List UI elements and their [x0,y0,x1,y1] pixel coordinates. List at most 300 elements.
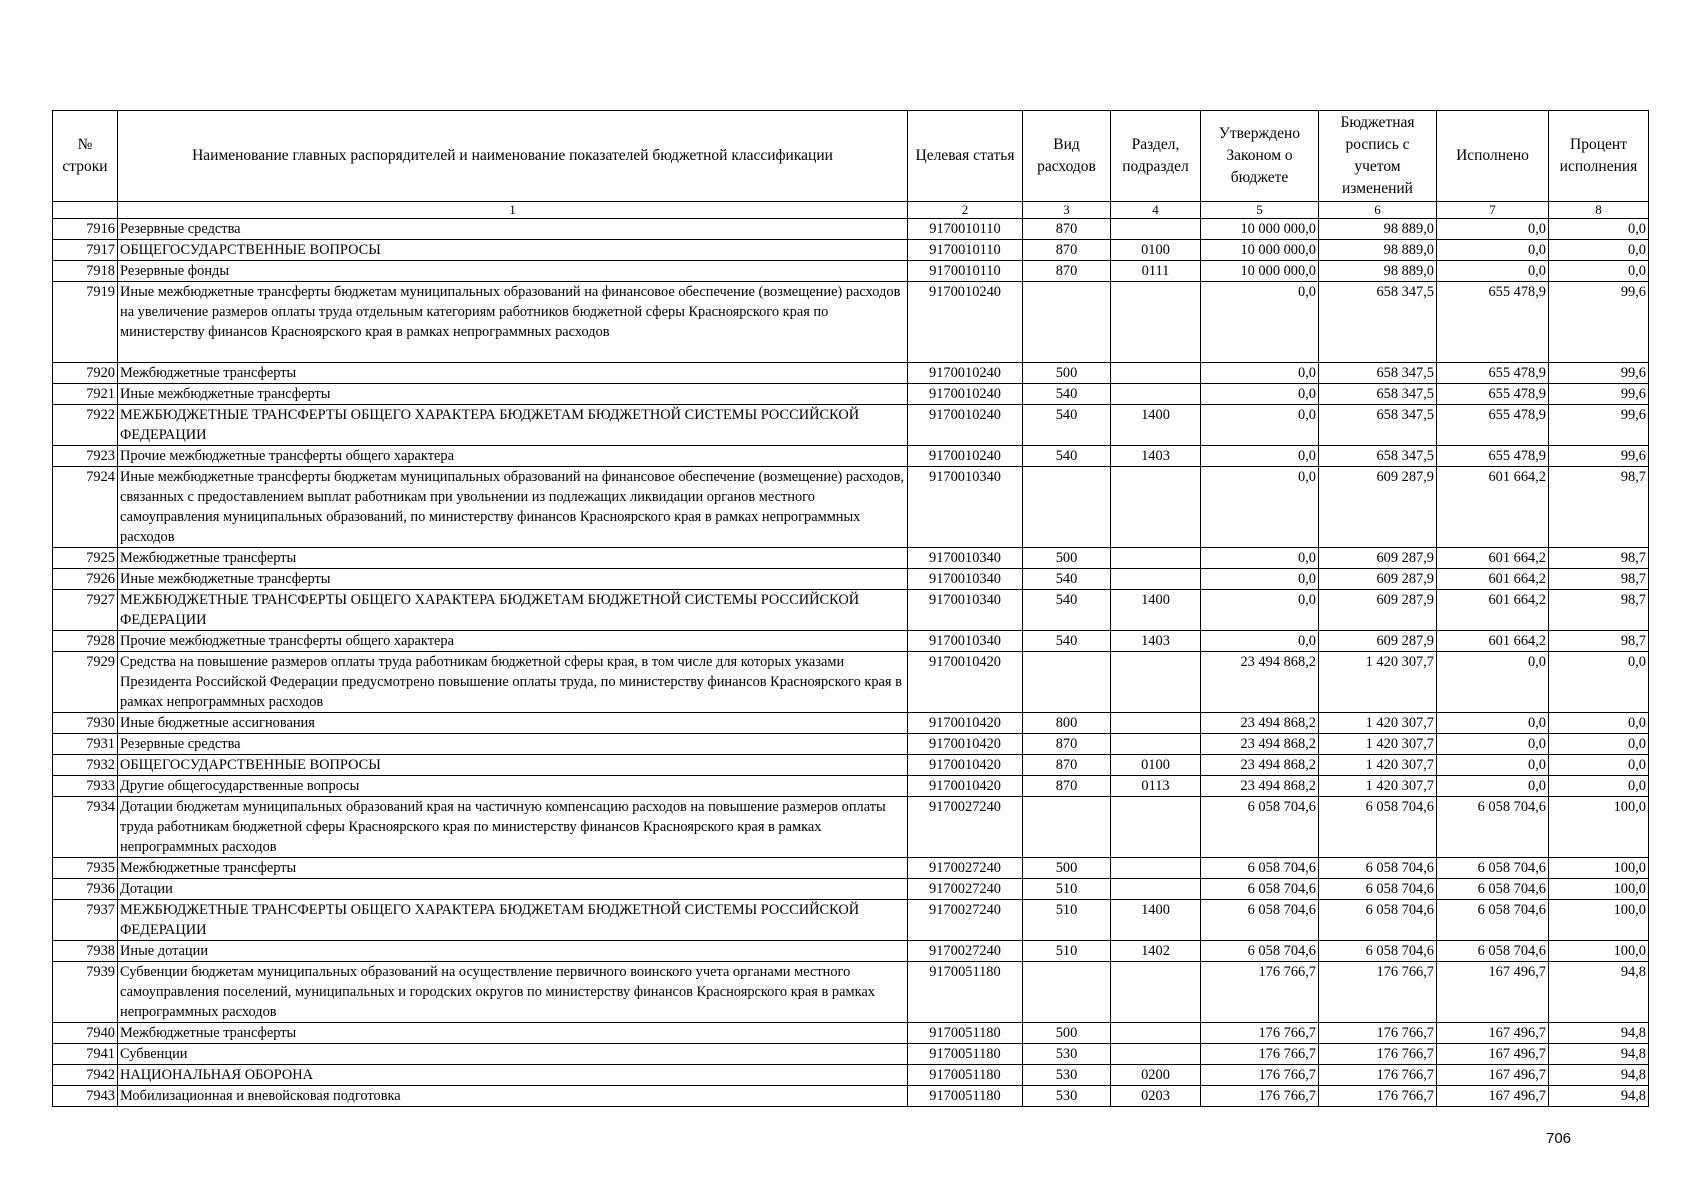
column-number-row [53,202,1649,219]
row-number-cell: 7929 [53,652,118,713]
row-number-cell: 7928 [53,631,118,652]
percent-cell: 98,7 [1549,548,1649,569]
row-number-cell: 7918 [53,261,118,282]
row-name-cell: Мобилизационная и вневойсковая подготовка [118,1086,908,1107]
expense-type-cell: 510 [1023,941,1111,962]
executed-cell: 6 058 704,6 [1437,797,1549,858]
target-article-cell: 9170010340 [908,467,1023,548]
row-name-cell: Межбюджетные трансферты [118,1023,908,1044]
section-cell [1111,219,1201,240]
section-cell: 0203 [1111,1086,1201,1107]
row-name-cell: Средства на повышение размеров оплаты труда работникам бюджетной сферы края, в том числе для которых указами Президента Российской Федерации предусмотрено повышение оплаты труда, по министерству финансов Красноярского края в рамках непрограммных расходов [118,652,908,713]
section-cell: 0113 [1111,776,1201,797]
target-article-cell: 9170051180 [908,1086,1023,1107]
schedule-cell: 6 058 704,6 [1319,858,1437,879]
executed-cell: 6 058 704,6 [1437,941,1549,962]
row-name-cell: Иные межбюджетные трансферты бюджетам муниципальных образований на финансовое обеспечение (возмещение) расходов, связанных с предоставлением выплат работникам при увольнении из подлежащих ликвидации органов местного самоуправления муниципальных образований, по министерству финансов Красноярского края в рамках непрограммных расходов [118,467,908,548]
target-article-cell: 9170010240 [908,282,1023,363]
percent-cell: 99,6 [1549,446,1649,467]
header-expense-type: Вид расходов [1023,111,1111,202]
executed-cell: 0,0 [1437,261,1549,282]
schedule-cell: 98 889,0 [1319,219,1437,240]
column-number: 6 [1319,202,1437,219]
table-row [53,1023,1649,1044]
approved-cell: 0,0 [1201,282,1319,363]
table-row [53,1065,1649,1086]
executed-cell: 601 664,2 [1437,467,1549,548]
table-row [53,363,1649,384]
expense-type-cell: 870 [1023,261,1111,282]
approved-cell: 0,0 [1201,548,1319,569]
schedule-cell: 658 347,5 [1319,363,1437,384]
section-cell [1111,734,1201,755]
expense-type-cell: 800 [1023,713,1111,734]
expense-type-cell: 530 [1023,1065,1111,1086]
executed-cell: 655 478,9 [1437,446,1549,467]
section-cell [1111,1023,1201,1044]
table-body [53,219,1649,1107]
percent-cell: 94,8 [1549,1065,1649,1086]
percent-cell: 0,0 [1549,219,1649,240]
schedule-cell: 176 766,7 [1319,1044,1437,1065]
expense-type-cell [1023,962,1111,1023]
row-name-cell: Иные дотации [118,941,908,962]
section-cell [1111,797,1201,858]
target-article-cell: 9170010110 [908,240,1023,261]
row-number-cell: 7924 [53,467,118,548]
executed-cell: 0,0 [1437,755,1549,776]
percent-cell: 0,0 [1549,713,1649,734]
schedule-cell: 658 347,5 [1319,405,1437,446]
percent-cell: 99,6 [1549,363,1649,384]
approved-cell: 23 494 868,2 [1201,776,1319,797]
expense-type-cell: 540 [1023,590,1111,631]
expense-type-cell: 540 [1023,405,1111,446]
section-cell: 1400 [1111,405,1201,446]
target-article-cell: 9170010110 [908,261,1023,282]
section-cell [1111,962,1201,1023]
row-number-cell: 7936 [53,879,118,900]
row-number-cell: 7922 [53,405,118,446]
schedule-cell: 609 287,9 [1319,467,1437,548]
section-cell: 0100 [1111,240,1201,261]
column-number: 8 [1549,202,1649,219]
schedule-cell: 6 058 704,6 [1319,879,1437,900]
approved-cell: 0,0 [1201,590,1319,631]
row-name-cell: ОБЩЕГОСУДАРСТВЕННЫЕ ВОПРОСЫ [118,755,908,776]
executed-cell: 655 478,9 [1437,282,1549,363]
row-name-cell: Субвенции [118,1044,908,1065]
expense-type-cell: 500 [1023,548,1111,569]
executed-cell: 0,0 [1437,240,1549,261]
percent-cell: 0,0 [1549,652,1649,713]
percent-cell: 100,0 [1549,879,1649,900]
section-cell: 1400 [1111,900,1201,941]
expense-type-cell: 500 [1023,1023,1111,1044]
schedule-cell: 1 420 307,7 [1319,755,1437,776]
approved-cell: 6 058 704,6 [1201,900,1319,941]
executed-cell: 655 478,9 [1437,384,1549,405]
executed-cell: 6 058 704,6 [1437,879,1549,900]
expense-type-cell: 530 [1023,1044,1111,1065]
table-row [53,569,1649,590]
table-row [53,261,1649,282]
approved-cell: 176 766,7 [1201,1044,1319,1065]
row-number-cell: 7917 [53,240,118,261]
schedule-cell: 658 347,5 [1319,282,1437,363]
table-row [53,590,1649,631]
percent-cell: 94,8 [1549,962,1649,1023]
percent-cell: 100,0 [1549,900,1649,941]
executed-cell: 601 664,2 [1437,590,1549,631]
row-number-cell: 7943 [53,1086,118,1107]
expense-type-cell: 540 [1023,631,1111,652]
executed-cell: 6 058 704,6 [1437,900,1549,941]
page-number: 706 [1546,1130,1572,1147]
section-cell: 1403 [1111,446,1201,467]
approved-cell: 6 058 704,6 [1201,858,1319,879]
approved-cell: 6 058 704,6 [1201,941,1319,962]
approved-cell: 10 000 000,0 [1201,240,1319,261]
percent-cell: 98,7 [1549,467,1649,548]
expense-type-cell: 500 [1023,363,1111,384]
section-cell: 1403 [1111,631,1201,652]
target-article-cell: 9170010240 [908,446,1023,467]
percent-cell: 98,7 [1549,631,1649,652]
schedule-cell: 609 287,9 [1319,631,1437,652]
table-row [53,467,1649,548]
section-cell [1111,1044,1201,1065]
column-number: 4 [1111,202,1201,219]
header-name: Наименование главных распорядителей и наименование показателей бюджетной классификации [118,111,908,202]
row-name-cell: Иные бюджетные ассигнования [118,713,908,734]
section-cell: 0200 [1111,1065,1201,1086]
approved-cell: 176 766,7 [1201,962,1319,1023]
target-article-cell: 9170027240 [908,879,1023,900]
executed-cell: 167 496,7 [1437,962,1549,1023]
executed-cell: 601 664,2 [1437,548,1549,569]
column-number: 3 [1023,202,1111,219]
schedule-cell: 176 766,7 [1319,962,1437,1023]
row-name-cell: Иные межбюджетные трансферты [118,569,908,590]
approved-cell: 6 058 704,6 [1201,879,1319,900]
header-approved: Утверждено Законом о бюджете [1201,111,1319,202]
schedule-cell: 1 420 307,7 [1319,734,1437,755]
row-name-cell: Межбюджетные трансферты [118,548,908,569]
row-number-cell: 7938 [53,941,118,962]
percent-cell: 0,0 [1549,776,1649,797]
table-row [53,797,1649,858]
executed-cell: 0,0 [1437,219,1549,240]
target-article-cell: 9170010110 [908,219,1023,240]
row-number-cell: 7932 [53,755,118,776]
column-number: 2 [908,202,1023,219]
approved-cell: 0,0 [1201,446,1319,467]
table-row [53,631,1649,652]
schedule-cell: 176 766,7 [1319,1086,1437,1107]
executed-cell: 0,0 [1437,734,1549,755]
row-name-cell: Дотации [118,879,908,900]
approved-cell: 10 000 000,0 [1201,261,1319,282]
section-cell [1111,713,1201,734]
table-row [53,1086,1649,1107]
target-article-cell: 9170051180 [908,1023,1023,1044]
target-article-cell: 9170051180 [908,962,1023,1023]
percent-cell: 0,0 [1549,755,1649,776]
target-article-cell: 9170010340 [908,569,1023,590]
column-number: 1 [118,202,908,219]
header-row [53,111,1649,202]
expense-type-cell: 530 [1023,1086,1111,1107]
row-number-cell: 7927 [53,590,118,631]
schedule-cell: 1 420 307,7 [1319,652,1437,713]
percent-cell: 99,6 [1549,384,1649,405]
expense-type-cell: 870 [1023,240,1111,261]
row-name-cell: Резервные средства [118,734,908,755]
expense-type-cell: 500 [1023,858,1111,879]
table-row [53,776,1649,797]
section-cell [1111,363,1201,384]
executed-cell: 655 478,9 [1437,363,1549,384]
table-row [53,219,1649,240]
target-article-cell: 9170010420 [908,755,1023,776]
percent-cell: 0,0 [1549,240,1649,261]
row-number-cell: 7923 [53,446,118,467]
expense-type-cell: 540 [1023,569,1111,590]
header-executed: Исполнено [1437,111,1549,202]
schedule-cell: 1 420 307,7 [1319,713,1437,734]
target-article-cell: 9170010420 [908,776,1023,797]
row-number-cell: 7940 [53,1023,118,1044]
table-row [53,384,1649,405]
row-name-cell: Резервные фонды [118,261,908,282]
table-row [53,900,1649,941]
approved-cell: 176 766,7 [1201,1065,1319,1086]
row-number-cell: 7925 [53,548,118,569]
section-cell [1111,282,1201,363]
table-row [53,652,1649,713]
expense-type-cell: 510 [1023,900,1111,941]
row-number-cell: 7930 [53,713,118,734]
row-name-cell: ОБЩЕГОСУДАРСТВЕННЫЕ ВОПРОСЫ [118,240,908,261]
table-row [53,879,1649,900]
approved-cell: 0,0 [1201,363,1319,384]
percent-cell: 94,8 [1549,1086,1649,1107]
approved-cell: 0,0 [1201,467,1319,548]
schedule-cell: 6 058 704,6 [1319,941,1437,962]
row-number-cell: 7935 [53,858,118,879]
executed-cell: 167 496,7 [1437,1086,1549,1107]
section-cell [1111,467,1201,548]
executed-cell: 655 478,9 [1437,405,1549,446]
executed-cell: 0,0 [1437,713,1549,734]
section-cell [1111,548,1201,569]
executed-cell: 601 664,2 [1437,569,1549,590]
approved-cell: 0,0 [1201,405,1319,446]
row-number-cell: 7916 [53,219,118,240]
row-name-cell: МЕЖБЮДЖЕТНЫЕ ТРАНСФЕРТЫ ОБЩЕГО ХАРАКТЕРА БЮДЖЕТАМ БЮДЖЕТНОЙ СИСТЕМЫ РОССИЙСКОЙ ФЕДЕРАЦИИ [118,405,908,446]
row-name-cell: Другие общегосударственные вопросы [118,776,908,797]
row-name-cell: Иные межбюджетные трансферты [118,384,908,405]
row-name-cell: Прочие межбюджетные трансферты общего характера [118,446,908,467]
percent-cell: 94,8 [1549,1044,1649,1065]
schedule-cell: 98 889,0 [1319,240,1437,261]
target-article-cell: 9170027240 [908,858,1023,879]
approved-cell: 10 000 000,0 [1201,219,1319,240]
approved-cell: 0,0 [1201,569,1319,590]
schedule-cell: 609 287,9 [1319,590,1437,631]
table-row [53,548,1649,569]
section-cell: 1400 [1111,590,1201,631]
section-cell [1111,569,1201,590]
schedule-cell: 1 420 307,7 [1319,776,1437,797]
expense-type-cell [1023,652,1111,713]
row-name-cell: МЕЖБЮДЖЕТНЫЕ ТРАНСФЕРТЫ ОБЩЕГО ХАРАКТЕРА БЮДЖЕТАМ БЮДЖЕТНОЙ СИСТЕМЫ РОССИЙСКОЙ ФЕДЕРАЦИИ [118,590,908,631]
row-number-cell: 7942 [53,1065,118,1086]
target-article-cell: 9170010240 [908,405,1023,446]
percent-cell: 99,6 [1549,405,1649,446]
section-cell: 0100 [1111,755,1201,776]
row-number-cell: 7926 [53,569,118,590]
approved-cell: 0,0 [1201,631,1319,652]
table-row [53,282,1649,363]
executed-cell: 601 664,2 [1437,631,1549,652]
expense-type-cell: 870 [1023,755,1111,776]
target-article-cell: 9170010420 [908,713,1023,734]
target-article-cell: 9170027240 [908,941,1023,962]
section-cell: 1402 [1111,941,1201,962]
schedule-cell: 658 347,5 [1319,446,1437,467]
section-cell: 0111 [1111,261,1201,282]
row-name-cell: Резервные средства [118,219,908,240]
section-cell [1111,384,1201,405]
percent-cell: 0,0 [1549,734,1649,755]
row-number-cell: 7939 [53,962,118,1023]
row-number-cell: 7920 [53,363,118,384]
expense-type-cell: 870 [1023,734,1111,755]
table-row [53,734,1649,755]
schedule-cell: 176 766,7 [1319,1023,1437,1044]
approved-cell: 6 058 704,6 [1201,797,1319,858]
column-number: 7 [1437,202,1549,219]
approved-cell: 23 494 868,2 [1201,734,1319,755]
section-cell [1111,858,1201,879]
approved-cell: 176 766,7 [1201,1086,1319,1107]
target-article-cell: 9170010340 [908,548,1023,569]
header-target-article: Целевая статья [908,111,1023,202]
approved-cell: 0,0 [1201,384,1319,405]
row-number-cell: 7919 [53,282,118,363]
table-row [53,446,1649,467]
row-name-cell: Дотации бюджетам муниципальных образований края на частичную компенсацию расходов на повышение размеров оплаты труда работникам бюджетной сферы Красноярского края по министерству финансов Красноярского края в рамках непрограммных расходов [118,797,908,858]
schedule-cell: 176 766,7 [1319,1065,1437,1086]
row-number-cell: 7937 [53,900,118,941]
executed-cell: 0,0 [1437,652,1549,713]
percent-cell: 99,6 [1549,282,1649,363]
table-row [53,941,1649,962]
percent-cell: 98,7 [1549,569,1649,590]
target-article-cell: 9170010420 [908,652,1023,713]
target-article-cell: 9170027240 [908,797,1023,858]
percent-cell: 98,7 [1549,590,1649,631]
target-article-cell: 9170027240 [908,900,1023,941]
percent-cell: 0,0 [1549,261,1649,282]
approved-cell: 176 766,7 [1201,1023,1319,1044]
table-row [53,858,1649,879]
expense-type-cell: 870 [1023,219,1111,240]
executed-cell: 6 058 704,6 [1437,858,1549,879]
section-cell [1111,879,1201,900]
table-row [53,755,1649,776]
percent-cell: 94,8 [1549,1023,1649,1044]
target-article-cell: 9170051180 [908,1044,1023,1065]
section-cell [1111,652,1201,713]
target-article-cell: 9170010340 [908,590,1023,631]
target-article-cell: 9170010420 [908,734,1023,755]
approved-cell: 23 494 868,2 [1201,652,1319,713]
row-number-cell: 7941 [53,1044,118,1065]
percent-cell: 100,0 [1549,858,1649,879]
column-number-blank [53,202,118,219]
schedule-cell: 6 058 704,6 [1319,900,1437,941]
row-name-cell: НАЦИОНАЛЬНАЯ ОБОРОНА [118,1065,908,1086]
header-row-number: № строки [53,111,118,202]
row-number-cell: 7933 [53,776,118,797]
budget-table [52,110,1649,1107]
schedule-cell: 98 889,0 [1319,261,1437,282]
schedule-cell: 609 287,9 [1319,569,1437,590]
table-row [53,1044,1649,1065]
row-number-cell: 7921 [53,384,118,405]
target-article-cell: 9170051180 [908,1065,1023,1086]
schedule-cell: 658 347,5 [1319,384,1437,405]
target-article-cell: 9170010240 [908,363,1023,384]
percent-cell: 100,0 [1549,797,1649,858]
row-name-cell: Межбюджетные трансферты [118,363,908,384]
percent-cell: 100,0 [1549,941,1649,962]
header-percent: Процент исполнения [1549,111,1649,202]
row-number-cell: 7931 [53,734,118,755]
table-row [53,405,1649,446]
row-name-cell: Субвенции бюджетам муниципальных образований на осуществление первичного воинского учета органами местного самоуправления поселений, муниципальных и городских округов по министерству финансов Красноярского края в рамках непрограммных расходов [118,962,908,1023]
approved-cell: 23 494 868,2 [1201,755,1319,776]
executed-cell: 167 496,7 [1437,1065,1549,1086]
schedule-cell: 609 287,9 [1319,548,1437,569]
expense-type-cell [1023,797,1111,858]
schedule-cell: 6 058 704,6 [1319,797,1437,858]
executed-cell: 167 496,7 [1437,1023,1549,1044]
executed-cell: 0,0 [1437,776,1549,797]
expense-type-cell: 510 [1023,879,1111,900]
table-row [53,962,1649,1023]
row-number-cell: 7934 [53,797,118,858]
header-schedule: Бюджетная роспись с учетом изменений [1319,111,1437,202]
expense-type-cell: 870 [1023,776,1111,797]
row-name-cell: МЕЖБЮДЖЕТНЫЕ ТРАНСФЕРТЫ ОБЩЕГО ХАРАКТЕРА БЮДЖЕТАМ БЮДЖЕТНОЙ СИСТЕМЫ РОССИЙСКОЙ ФЕДЕРАЦИИ [118,900,908,941]
row-name-cell: Межбюджетные трансферты [118,858,908,879]
table-row [53,240,1649,261]
expense-type-cell [1023,282,1111,363]
row-name-cell: Прочие межбюджетные трансферты общего характера [118,631,908,652]
target-article-cell: 9170010340 [908,631,1023,652]
target-article-cell: 9170010240 [908,384,1023,405]
table-row [53,713,1649,734]
column-number: 5 [1201,202,1319,219]
header-section: Раздел, подраздел [1111,111,1201,202]
row-name-cell: Иные межбюджетные трансферты бюджетам муниципальных образований на финансовое обеспечение (возмещение) расходов на увеличение размеров оплаты труда отдельным категориям работников бюджетной сферы Красноярского края по министерству финансов Красноярского края в рамках непрограммных расходов [118,282,908,363]
expense-type-cell [1023,467,1111,548]
expense-type-cell: 540 [1023,446,1111,467]
